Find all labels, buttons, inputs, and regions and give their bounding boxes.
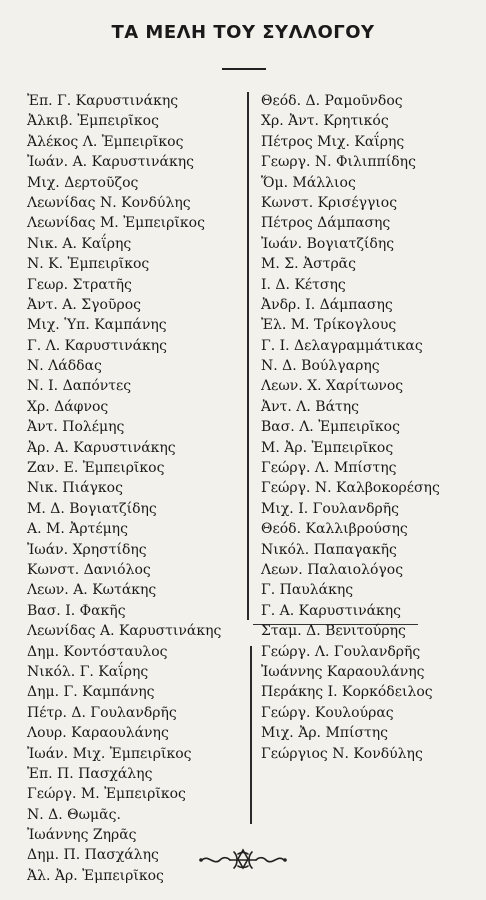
left-member-name: Δημ. Π. Πασχάλης	[27, 847, 159, 864]
left-member-name: Χρ. Δάφνος	[27, 398, 109, 415]
left-member-name: Ἰωάν. Χρηστίδης	[27, 541, 147, 558]
right-member-name: Μιχ. Ι. Γουλανδρῆς	[261, 500, 400, 517]
right-member-name: Κωνστ. Κρισέγγιος	[261, 194, 398, 211]
page-title: ΤΑ ΜΕΛΗ ΤΟΥ ΣΥΛΛΟΓΟΥ	[111, 22, 375, 43]
left-member-name: Ἀντ. Πολέμης	[27, 419, 125, 436]
left-member-name: Ἀρ. Α. Καρυστινάκης	[27, 439, 176, 456]
title-underline	[222, 68, 266, 70]
left-member-name: Ν. Κ. Ἐμπειρῖκος	[27, 256, 150, 273]
left-member-name: Νικόλ. Γ. Καΐρης	[27, 663, 149, 680]
left-member-name: Νικ. Πιάγκος	[27, 480, 123, 497]
left-member-name: Α. Μ. Ἀρτέμης	[27, 521, 128, 538]
column-divider-bottom	[250, 646, 252, 824]
left-member-name: Ἀλκιβ. Ἐμπειρῖκος	[27, 113, 159, 130]
left-member-name: Γεωρ. Στρατῆς	[27, 276, 132, 293]
decorative-flourish-icon	[198, 846, 288, 872]
members-list-right	[261, 91, 481, 764]
left-member-name: Ἀλέκος Λ. Ἐμπειρῖκος	[27, 133, 184, 150]
right-member-name: Λεων. Χ. Χαρίτωνος	[261, 378, 404, 395]
right-member-name: Γ. Α. Καρυστινάκης	[261, 602, 402, 619]
right-member-name: Γεώργ. Κουλούρας	[261, 704, 394, 721]
right-member-name: Γεωργ. Ν. Φιλιππίδης	[261, 154, 416, 171]
column-divider-top	[247, 92, 249, 620]
right-member-name: Ἀντ. Λ. Βάτης	[261, 398, 359, 415]
left-member-name: Ν. Ι. Δαπόντες	[27, 378, 132, 395]
left-member-name: Μιχ. Ὑπ. Καμπάνης	[27, 317, 167, 334]
right-member-name: Ἰωάννης Καραουλάνης	[261, 663, 425, 680]
right-member-name: Πέτρος Μιχ. Καΐρης	[261, 133, 405, 150]
left-member-name: Ν. Δ. Θωμᾶς.	[27, 806, 121, 823]
left-member-name: Λεωνίδας Μ. Ἐμπειρῖκος	[27, 215, 205, 232]
right-member-name: Γεώργ. Λ. Γουλανδρῆς	[261, 643, 421, 660]
left-member-name: Γ. Λ. Καρυστινάκης	[27, 337, 168, 354]
left-member-name: Ἰωάννης Ζηρᾶς	[27, 827, 137, 844]
left-member-name: Ἀντ. Α. Σγοῦρος	[27, 296, 141, 313]
right-member-name: Γ. Παυλάκης	[261, 582, 354, 599]
right-member-name: Χρ. Ἀντ. Κρητικός	[261, 113, 389, 130]
left-member-name: Ν. Λάδδας	[27, 358, 102, 375]
left-member-name: Δημ. Κοντόσταυλος	[27, 643, 168, 660]
right-member-name: Μιχ. Ἀρ. Μπίστης	[261, 725, 389, 742]
left-member-name: Νικ. Α. Καΐρης	[27, 235, 132, 252]
right-member-name: Ι. Δ. Κέτσης	[261, 276, 346, 293]
right-member-name: Λεων. Παλαιολόγος	[261, 561, 404, 578]
left-member-name: Λεωνίδας Ν. Κονδύλης	[27, 194, 191, 211]
right-member-name: Βασ. Λ. Ἐμπειρῖκος	[261, 419, 400, 436]
left-member-name: Ἐπ. Γ. Καρυστινάκης	[27, 93, 179, 109]
right-member-name: Ἀνδρ. Ι. Δάμπασης	[261, 296, 393, 313]
right-member-name: Γεώργ. Λ. Μπίστης	[261, 460, 397, 477]
left-member-name: Ἐπ. Π. Πασχάλης	[27, 765, 153, 782]
right-member-name: Πέτρος Δάμπασης	[261, 215, 391, 232]
left-member-name: Λεωνίδας Α. Καρυστινάκης	[27, 623, 222, 640]
right-member-name: Γεώργ. Ν. Καλβοκορέσης	[261, 480, 440, 497]
members-list-left	[27, 91, 243, 886]
left-member-name: Μ. Δ. Βογιατζίδης	[27, 500, 157, 517]
right-member-name: Θεόδ. Καλλιβρούσης	[261, 521, 408, 538]
left-member-name: Λουρ. Καραουλάνης	[27, 725, 169, 742]
right-member-name: Ν. Δ. Βούλγαρης	[261, 358, 380, 375]
left-member-name: Πέτρ. Δ. Γουλανδρῆς	[27, 704, 177, 721]
left-member-name: Μιχ. Δερτοῦζος	[27, 174, 139, 191]
right-member-name: Γεώργιος Ν. Κονδύλης	[261, 745, 423, 762]
left-member-name: Βασ. Ι. Φακῆς	[27, 602, 126, 619]
right-member-name: Ἐλ. Μ. Τρίκογλους	[261, 317, 397, 334]
left-member-name: Ἀλ. Ἀρ. Ἐμπειρῖκος	[27, 867, 164, 884]
right-member-name: Γ. Ι. Δελαγραμμάτικας	[261, 337, 423, 354]
left-member-name: Λεων. Α. Κωτάκης	[27, 582, 157, 599]
right-member-name: Σταμ. Δ. Βενιτούρης	[261, 623, 406, 640]
left-member-name: Ἰωάν. Μιχ. Ἐμπειρῖκος	[27, 745, 192, 762]
right-member-name: Μ. Ἀρ. Ἐμπειρῖκος	[261, 439, 394, 456]
right-member-name: Θεόδ. Δ. Ραμοῦνδος	[261, 93, 403, 109]
right-member-name: Ἰωάν. Βογιατζίδης	[261, 235, 395, 252]
left-member-name: Γεώργ. Μ. Ἐμπειρῖκος	[27, 786, 186, 803]
right-member-name: Νικόλ. Παπαγακῆς	[261, 541, 397, 558]
right-member-name: Περάκης Ι. Κορκόδειλος	[261, 684, 433, 701]
right-member-name: Μ. Σ. Ἀστρᾶς	[261, 256, 356, 273]
left-member-name: Δημ. Γ. Καμπάνης	[27, 684, 155, 701]
left-member-name: Ζαν. Ε. Ἐμπειρῖκος	[27, 460, 165, 477]
left-member-name: Ἰωάν. Α. Καρυστινάκης	[27, 154, 194, 171]
left-member-name: Κωνστ. Δανιόλος	[27, 561, 151, 578]
right-member-name: Ὅμ. Μάλλιος	[261, 174, 356, 191]
